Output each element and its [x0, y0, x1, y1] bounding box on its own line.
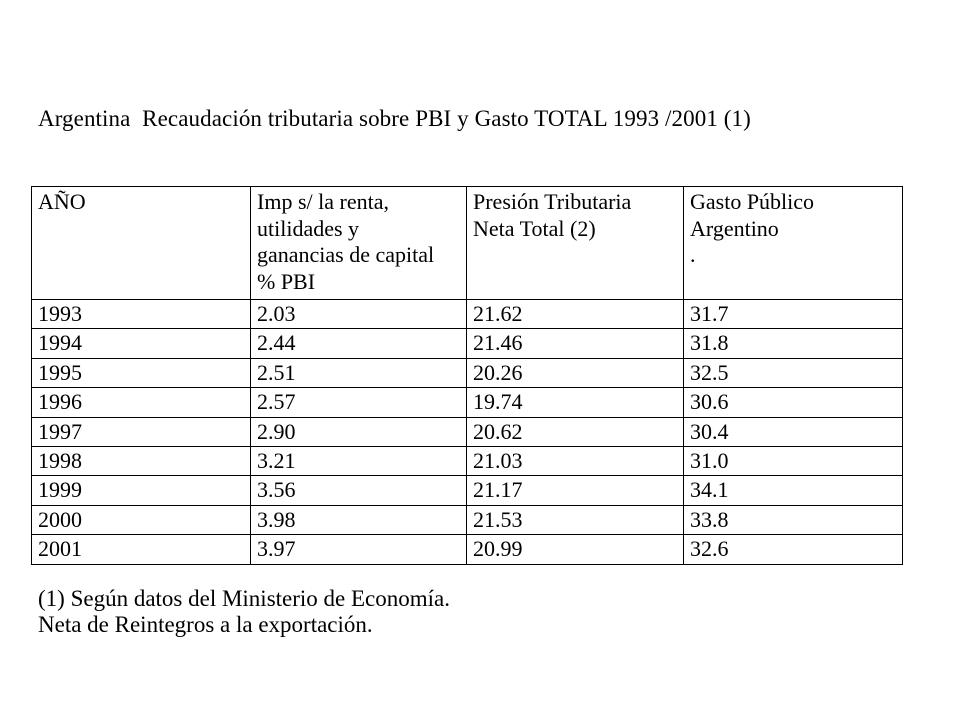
table-cell-income-tax: 2.44 [251, 329, 467, 358]
table-row [32, 505, 903, 534]
table-cell-year: 1994 [32, 329, 251, 358]
column-header-tax-pressure: Presión Tributaria Neta Total (2) [467, 187, 684, 300]
table-cell-tax-pressure: 20.26 [467, 358, 684, 387]
table-row [32, 329, 903, 358]
column-header-year: AÑO [32, 187, 251, 300]
data-table [31, 186, 903, 565]
table-cell-income-tax: 2.90 [251, 417, 467, 446]
table-cell-income-tax: 3.56 [251, 476, 467, 505]
table-cell-year: 2000 [32, 505, 251, 534]
table-cell-public-spending: 31.0 [684, 446, 903, 475]
table-row [32, 388, 903, 417]
table-cell-income-tax: 3.21 [251, 446, 467, 475]
table-cell-tax-pressure: 21.62 [467, 300, 684, 329]
table-cell-public-spending: 33.8 [684, 505, 903, 534]
table-row [32, 417, 903, 446]
table-cell-public-spending: 32.5 [684, 358, 903, 387]
table-cell-year: 1997 [32, 417, 251, 446]
table-row [32, 300, 903, 329]
footnote-source: (1) Según datos del Ministerio de Economía. [38, 586, 451, 611]
table-row [32, 535, 903, 564]
table-cell-year: 1999 [32, 476, 251, 505]
table-cell-year: 1993 [32, 300, 251, 329]
table-cell-year: 1995 [32, 358, 251, 387]
table-cell-public-spending: 34.1 [684, 476, 903, 505]
table-row [32, 358, 903, 387]
table-cell-tax-pressure: 19.74 [467, 388, 684, 417]
table-row [32, 476, 903, 505]
table-cell-income-tax: 3.97 [251, 535, 467, 564]
table-cell-year: 1998 [32, 446, 251, 475]
table-cell-tax-pressure: 20.62 [467, 417, 684, 446]
table-cell-tax-pressure: 20.99 [467, 535, 684, 564]
table-cell-year: 1996 [32, 388, 251, 417]
table-header-row [32, 187, 903, 300]
footnote-net-refunds: Neta de Reintegros a la exportación. [38, 612, 373, 637]
table-cell-tax-pressure: 21.46 [467, 329, 684, 358]
table-cell-public-spending: 30.6 [684, 388, 903, 417]
table-cell-income-tax: 2.51 [251, 358, 467, 387]
table-row [32, 446, 903, 475]
table-cell-public-spending: 31.7 [684, 300, 903, 329]
footnotes [38, 586, 450, 638]
page-title: Argentina Recaudación tributaria sobre PBI y Gasto TOTAL 1993 /2001 (1) [38, 106, 751, 131]
table-cell-tax-pressure: 21.17 [467, 476, 684, 505]
table-cell-public-spending: 32.6 [684, 535, 903, 564]
table-cell-tax-pressure: 21.03 [467, 446, 684, 475]
table-cell-income-tax: 2.03 [251, 300, 467, 329]
column-header-public-spending: Gasto Público Argentino . [684, 187, 903, 300]
table-cell-public-spending: 31.8 [684, 329, 903, 358]
table-cell-income-tax: 3.98 [251, 505, 467, 534]
column-header-income-tax: Imp s/ la renta, utilidades y ganancias de capital % PBI [251, 187, 467, 300]
table-cell-public-spending: 30.4 [684, 417, 903, 446]
table-cell-income-tax: 2.57 [251, 388, 467, 417]
table-cell-year: 2001 [32, 535, 251, 564]
table-cell-tax-pressure: 21.53 [467, 505, 684, 534]
